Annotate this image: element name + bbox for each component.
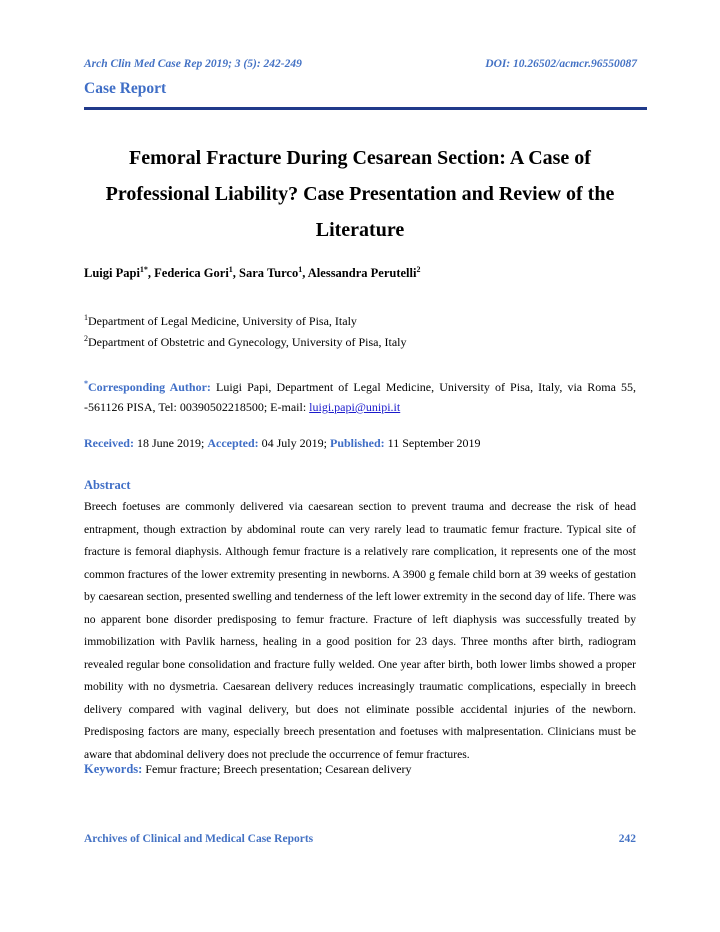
keywords-label: Keywords: <box>84 762 143 776</box>
affiliation-mark: 1 <box>84 313 88 322</box>
keywords-text: Femur fracture; Breech presentation; Cesarean delivery <box>142 762 412 776</box>
running-header <box>84 58 637 74</box>
page-number: 242 <box>618 833 636 845</box>
journal-reference: Arch Clin Med Case Rep 2019; 3 (5): 242-249 <box>84 58 302 70</box>
author-affiliation-mark: 1 <box>298 265 303 274</box>
email-link[interactable]: luigi.papi@unipi.it <box>309 400 401 414</box>
doi-link[interactable]: DOI: 10.26502/acmcr.96550087 <box>485 58 637 70</box>
affiliation-1 <box>84 313 357 329</box>
corresponding-author <box>84 374 636 417</box>
received-date: 18 June 2019; <box>133 436 208 450</box>
article-type: Case Report <box>84 80 167 97</box>
article-dates <box>84 436 481 451</box>
author-name: Alessandra Perutelli <box>307 266 417 281</box>
received-label: Received: <box>84 436 134 450</box>
author-affiliation-mark: 1* <box>139 265 148 274</box>
accepted-date: 04 July 2019; <box>258 436 330 450</box>
author-affiliation-mark: 1 <box>228 265 233 274</box>
accepted-label: Accepted: <box>207 436 259 450</box>
abstract-body: Breech foetuses are commonly delivered via caesarean section to prevent trauma and decrease the risk of head entrapment, though extraction by abdominal route can very rarely lead to traumatic femur fracture. Typical site of fracture is femoral diaphysis. Although femur fracture is a relatively rare complication, it represents one of the most common fractures of the lower extremity presenting in newborns. A 3900 g female child born at 39 weeks of gestation by caesarean section, presented swelling and tenderness of the left lower extremity in the second day of life. There was no apparent bone disorder predisposing to femur fracture. Fracture of left diaphysis was successfully treated by immobilization with Pavlik harness, healing in a good position for 23 days. Three months after birth, radiogram revealed regular bone consolidation and fracture fully welded. One year after birth, both lower limbs showed a proper mobility with no dysmetria. Caesarean delivery reduces increasingly traumatic complications, especially in breech delivery compared with vaginal delivery, but does not eliminate possible accidental injuries of the newborn. Predisposing factors are many, especially breech presentation and foetuses with malpresentation. Clinicians must be aware that abdominal delivery does not preclude the occurrence of femur fractures. <box>84 500 636 761</box>
corresponding-text: Luigi Papi, Department of Legal Medicine, University of Pisa, Italy, via Roma 55, -561126 PISA, Tel: 00390502218500; E-mail: <box>84 380 636 414</box>
published-label: Published: <box>329 436 385 450</box>
affiliation-text: Department of Obstetric and Gynecology, University of Pisa, Italy <box>88 335 407 349</box>
article-title: Femoral Fracture During Cesarean Section: A Case of Professional Liability? Case Presentation and Review of the Literature <box>105 147 615 241</box>
footer-journal-name: Archives of Clinical and Medical Case Reports <box>84 833 314 845</box>
author-list: Luigi Papi$^{1*}$, Federica Gori$^1$, Sara Turco$^1$, Alessandra Perutelli$^2$ <box>84 265 421 281</box>
author-name: Sara Turco <box>239 266 299 281</box>
abstract-heading: Abstract <box>84 478 131 492</box>
corresponding-label: Corresponding Author: <box>88 380 211 394</box>
affiliation-text: Department of Legal Medicine, University of Pisa, Italy <box>88 314 357 328</box>
published-date: 11 September 2019 <box>384 436 481 450</box>
affiliation-mark: 2 <box>84 334 88 343</box>
header-divider <box>84 107 647 110</box>
keywords <box>84 762 412 777</box>
author-name: Luigi Papi <box>84 266 140 281</box>
author-name: Federica Gori <box>154 266 229 281</box>
author-affiliation-mark: 2 <box>416 265 421 274</box>
corresponding-mark: * <box>84 379 88 388</box>
affiliation-2 <box>84 334 406 350</box>
